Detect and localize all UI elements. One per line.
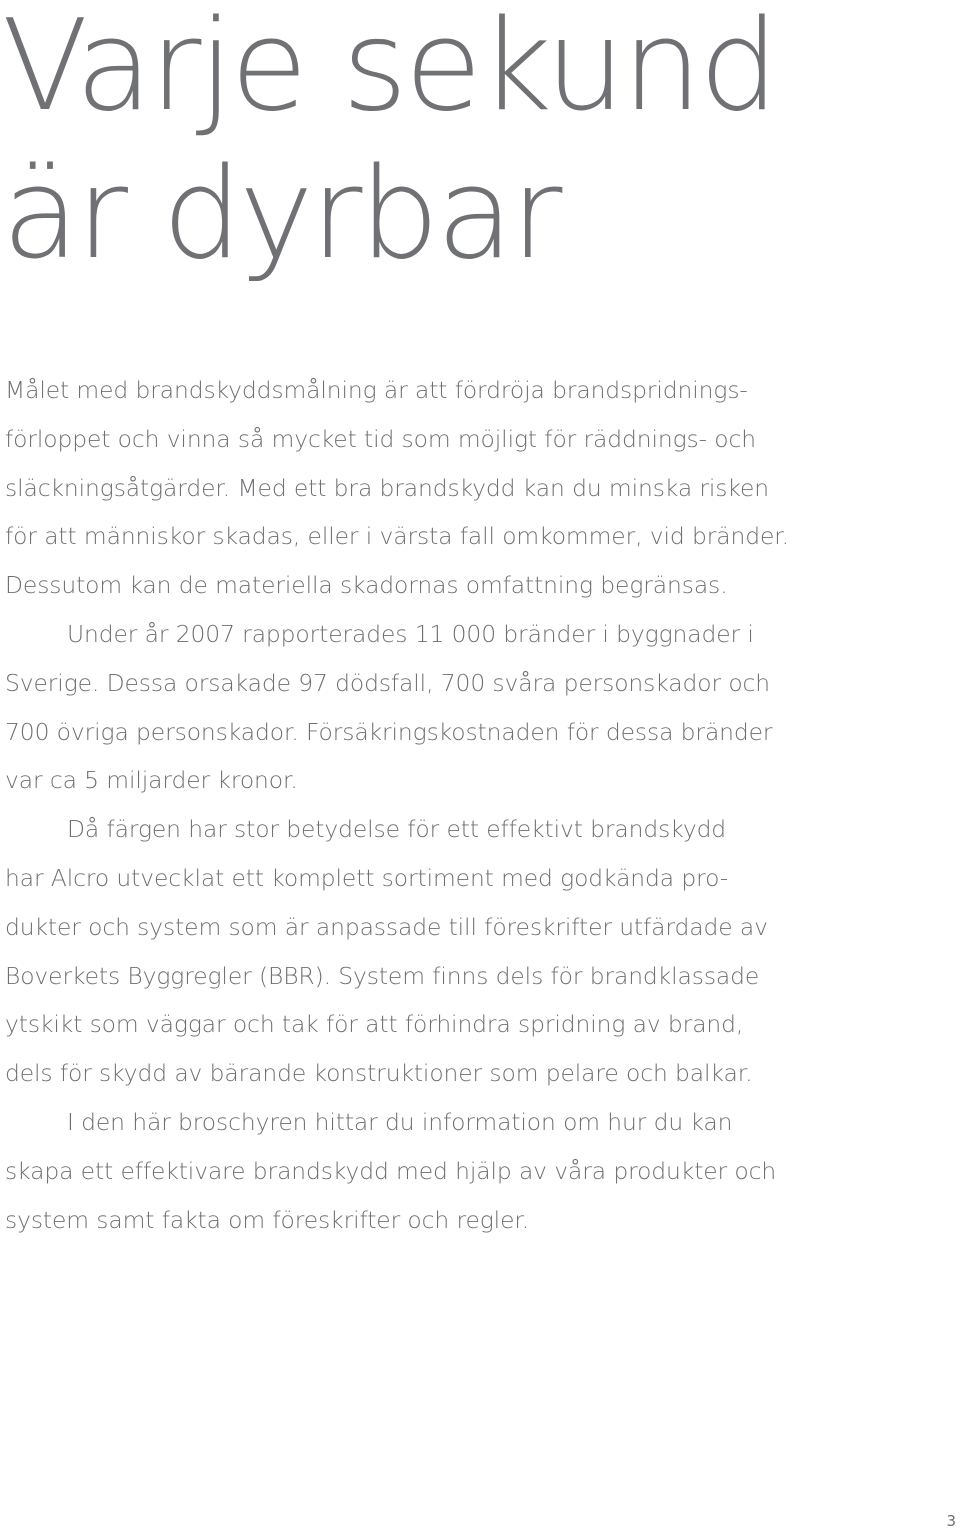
page-title — [2, 0, 776, 288]
body-line: dukter och system som är anpassade till föreskrifter utfärdade av — [5, 912, 768, 941]
body-line: var ca 5 miljarder kronor. — [5, 766, 298, 795]
body-line: släckningsåtgärder. Med ett bra brandskydd kan du minska risken — [5, 473, 770, 502]
body-line: system samt fakta om föreskrifter och regler. — [5, 1205, 530, 1234]
body-line: Boverkets Byggregler (BBR). System finns dels för brandklassade — [5, 961, 760, 990]
body-line: för att människor skadas, eller i värsta fall omkommer, vid bränder. — [5, 522, 789, 551]
body-text — [5, 366, 805, 1244]
body-line: ytskikt som väggar och tak för att förhindra spridning av brand, — [5, 1010, 744, 1039]
body-line: skapa ett effektivare brandskydd med hjälp av våra produkter och — [5, 1156, 777, 1185]
body-line: har Alcro utvecklat ett komplett sortiment med godkända pro- — [5, 863, 729, 892]
body-line: förloppet och vinna så mycket tid som möjligt för räddnings- och — [5, 424, 756, 453]
page-number: 3 — [946, 1512, 956, 1530]
body-line: 700 övriga personskador. Försäkringskostnaden för dessa bränder — [5, 717, 773, 746]
body-line: Dessutom kan de materiella skadornas omfattning begränsas. — [5, 571, 728, 600]
body-line: Målet med brandskyddsmålning är att fördröja brandspridnings- — [5, 376, 748, 404]
body-line: dels för skydd av bärande konstruktioner som pelare och balkar. — [5, 1059, 753, 1088]
body-line: Under år 2007 rapporterades 11 000 bränder i byggnader i — [67, 619, 754, 648]
title-line-1: Varje sekund — [2, 0, 776, 139]
body-line: Sverige. Dessa orsakade 97 dödsfall, 700 svåra personskador och — [5, 668, 771, 697]
title-line-2: är dyrbar — [2, 140, 560, 287]
body-line: Då färgen har stor betydelse för ett effektivt brandskydd — [67, 815, 727, 844]
body-line: I den här broschyren hittar du information om hur du kan — [67, 1107, 733, 1136]
